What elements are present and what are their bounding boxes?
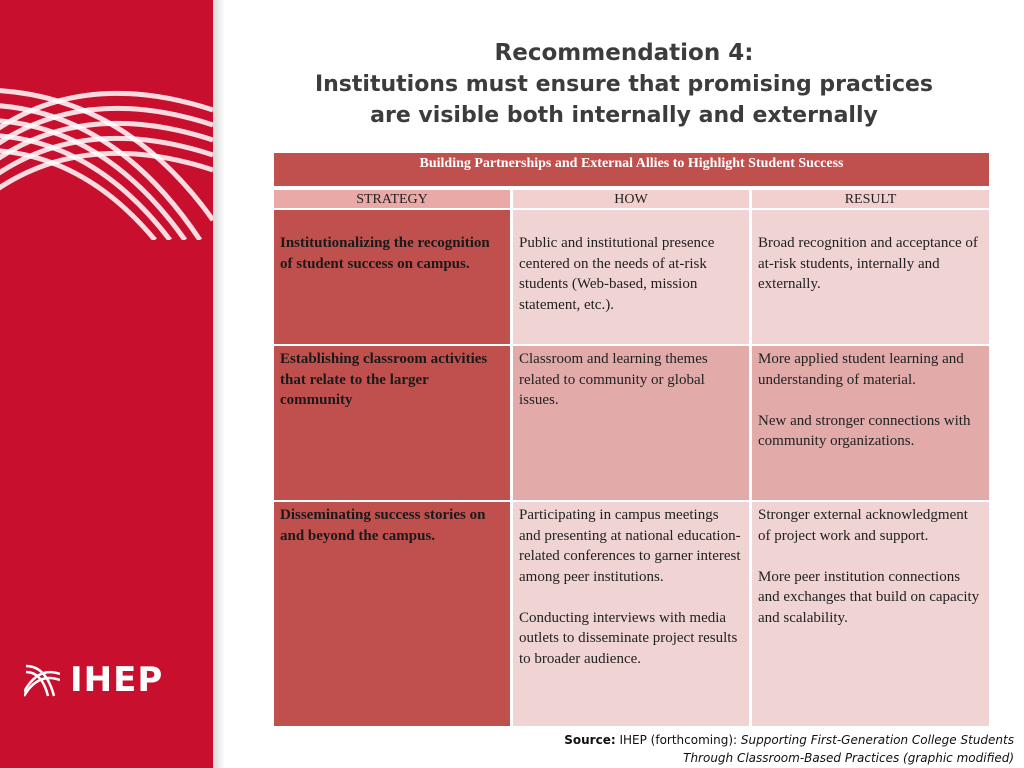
row2-result-text-1: More applied student learning and understanding of material. (758, 351, 964, 388)
row1-result (752, 210, 989, 346)
sidebar-edge (213, 0, 225, 768)
row3-how-text-1: Participating in campus meetings and presenting at national education-related conferences to garner interest among peer institutions. (519, 507, 741, 585)
row2-how (513, 346, 749, 502)
row1-strategy-text: Institutionalizing the recognition of student success on campus. (280, 235, 490, 272)
row1-result-text: Broad recognition and acceptance of at-risk students, internally and externally. (758, 235, 978, 292)
row3-how (513, 502, 749, 728)
row2-strategy (274, 346, 510, 502)
title-line-2: Institutions must ensure that promising practices (314, 72, 934, 97)
title-line-1: Recommendation 4: (494, 40, 754, 66)
ihep-logo (24, 662, 163, 698)
page-title (290, 38, 958, 131)
row2-strategy-text: Establishing classroom activities that relate to the larger community (280, 351, 488, 408)
row3-result-text-1: Stronger external acknowledgment of project work and support. (758, 507, 968, 544)
header-result: RESULT (752, 190, 989, 210)
logo-arcs-icon (24, 662, 60, 698)
arcs-graphic (0, 70, 213, 240)
row2-result-text-2: New and stronger connections with community organizations. (758, 412, 971, 449)
logo-text: IHEP (70, 660, 164, 700)
row1-strategy (274, 210, 510, 346)
source-title-1: Supporting First-Generation College Students (740, 733, 1014, 747)
header-strategy: STRATEGY (274, 190, 510, 210)
row3-result-text-2: More peer institution connections and exchanges that build on capacity and scalability. (758, 568, 980, 626)
row2-result (752, 346, 989, 502)
row2-how-text: Classroom and learning themes related to community or global issues. (519, 351, 708, 408)
source-title-2: Through Classroom-Based Practices (graphic modified) (683, 751, 1014, 765)
source-citation (494, 731, 1014, 767)
table-banner: Building Partnerships and External Allies to Highlight Student Success (274, 153, 989, 186)
row1-how-text: Public and institutional presence centered on the needs of at-risk students (Web-based, mission statement, etc.). (519, 235, 715, 313)
row3-how-text-2: Conducting interviews with media outlets to disseminate project results to broader audience. (519, 609, 738, 667)
title-line-3: are visible both internally and externally (370, 103, 878, 128)
strategy-table (274, 153, 989, 667)
row1-how (513, 210, 749, 346)
row3-strategy-text: Disseminating success stories on and beyond the campus. (280, 507, 486, 544)
sidebar-panel (0, 0, 213, 768)
row3-result (752, 502, 989, 728)
table-grid (274, 190, 989, 728)
source-text: IHEP (forthcoming): (615, 733, 741, 747)
header-how: HOW (513, 190, 749, 210)
source-label: Source: (564, 733, 616, 747)
row3-strategy (274, 502, 510, 728)
